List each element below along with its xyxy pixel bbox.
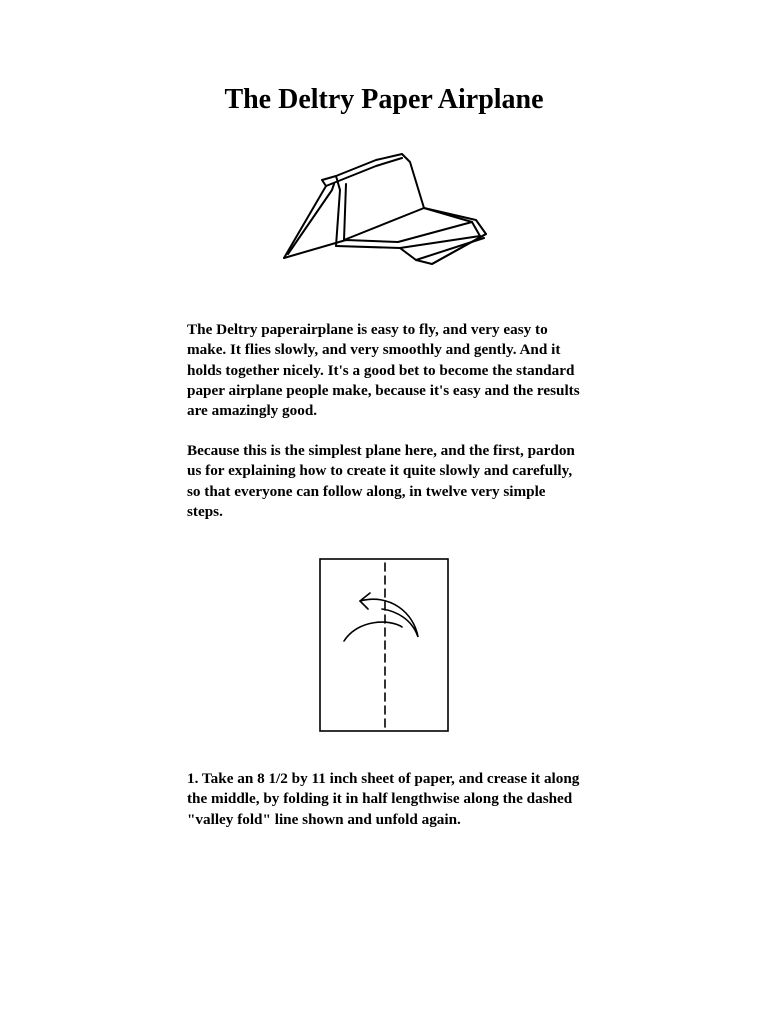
paper-airplane-icon bbox=[276, 150, 494, 272]
intro-paragraph-2: Because this is the simplest plane here, and the first, pardon us for explaining how to create it quite slowly and carefully, so that everyone can follow along, in twelve very simple steps. bbox=[187, 442, 575, 520]
step-1-text: 1. Take an 8 1/2 by 11 inch sheet of paper, and crease it along the middle, by folding it in half lengthwise along the dashed "valley fold" line shown and unfold again. bbox=[187, 770, 580, 828]
paper-sheet-outline bbox=[320, 559, 448, 731]
intro-paragraph-1: The Deltry paperairplane is easy to fly, and very easy to make. It flies slowly, and very smoothly and gently. And it holds together nicely. It's a good bet to become the standard paper airplane people make, because it's easy and the results are amazingly good. bbox=[187, 321, 580, 420]
fold-arrow-arc bbox=[344, 622, 402, 641]
valley-fold-diagram-icon bbox=[318, 557, 450, 733]
fold-arrow-curve bbox=[360, 599, 418, 637]
page-title: The Deltry Paper Airplane bbox=[224, 84, 544, 115]
